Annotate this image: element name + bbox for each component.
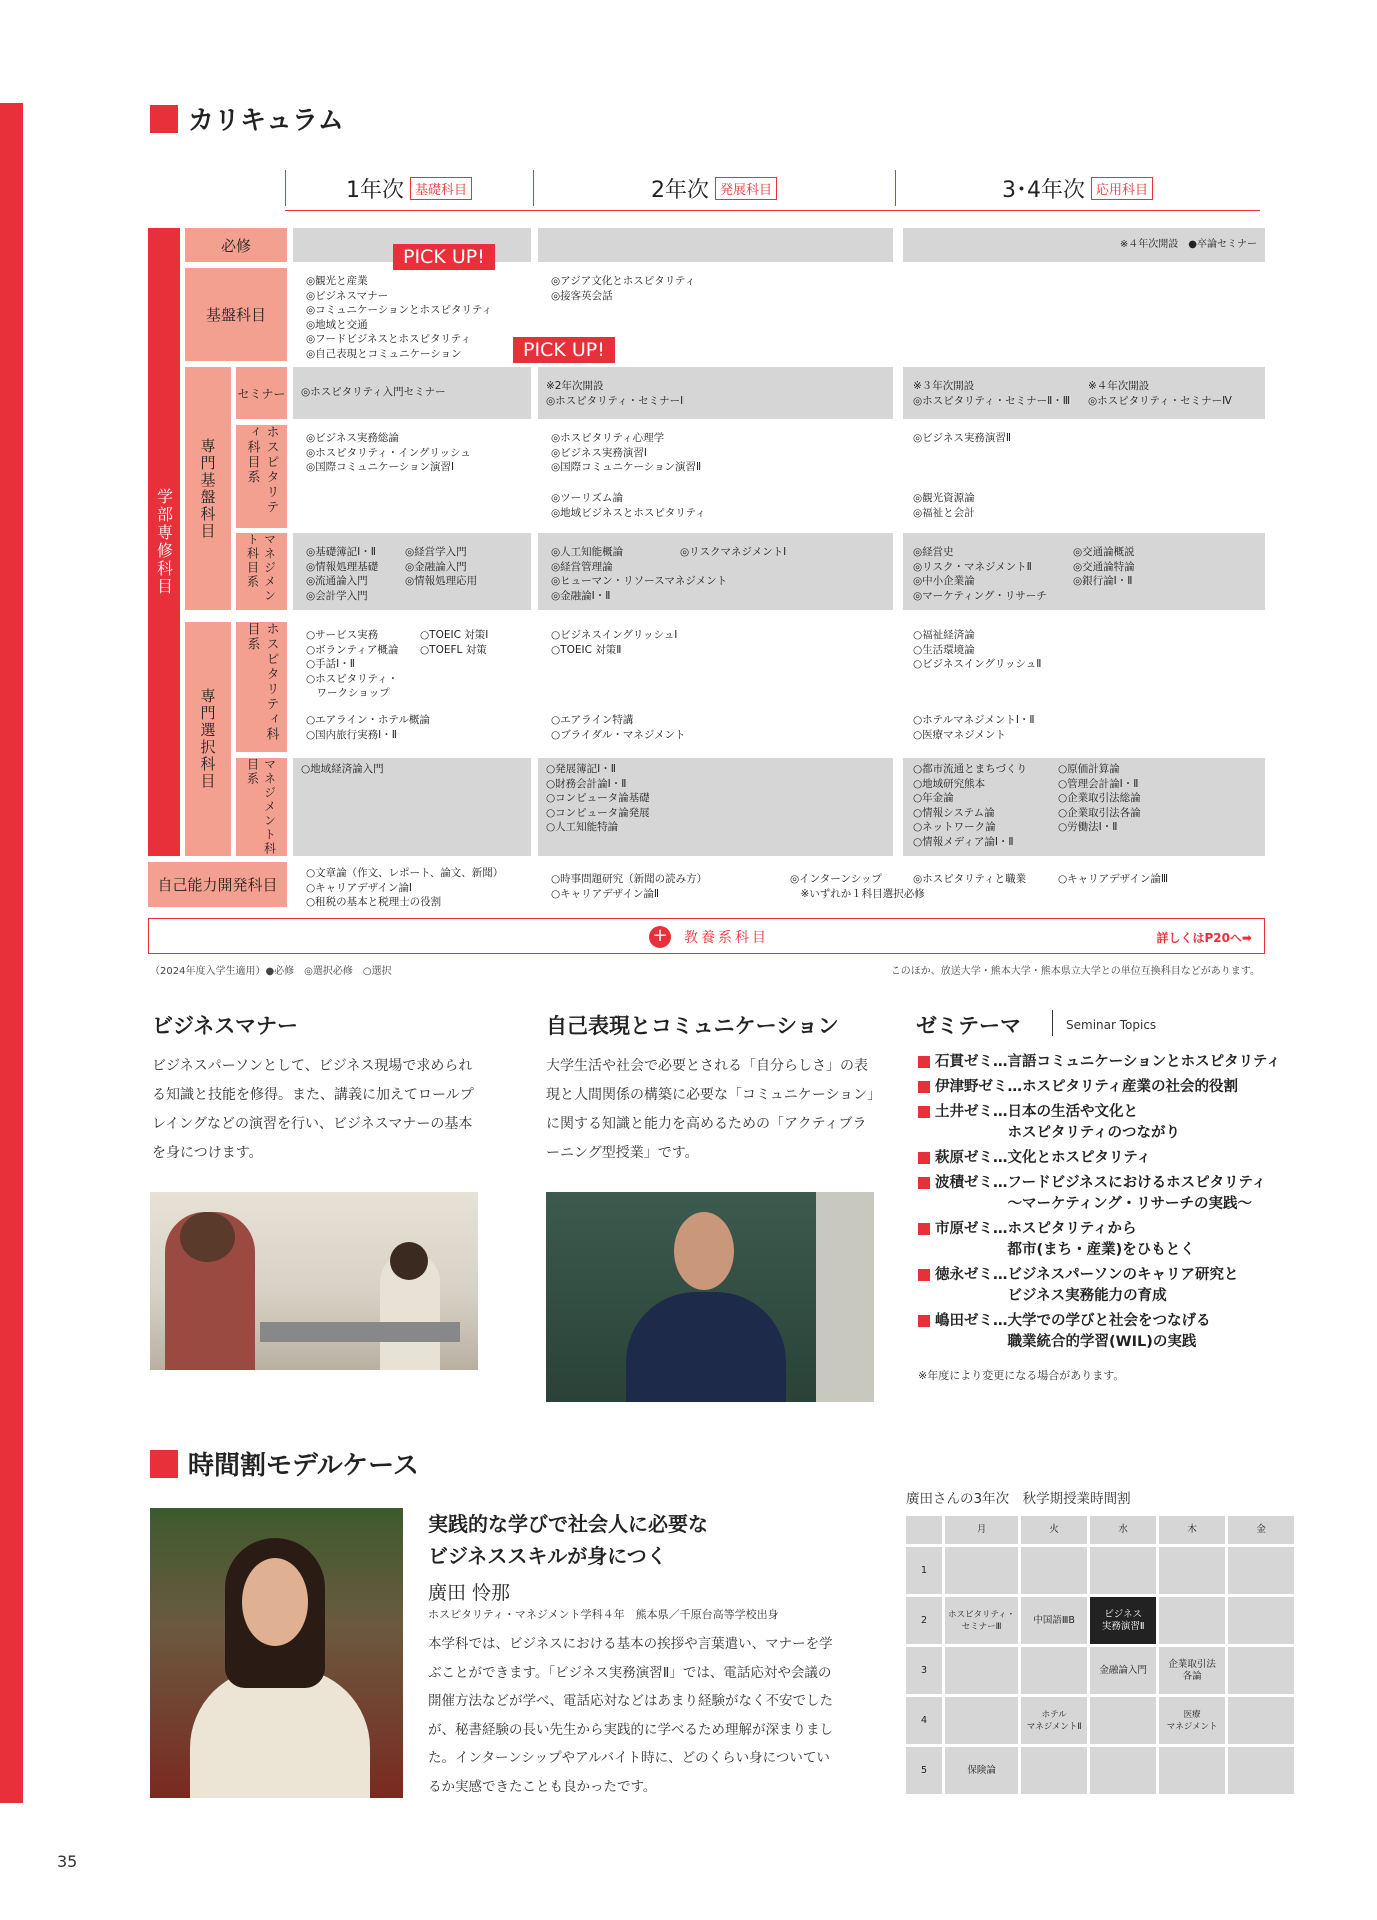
student-name: 廣田 怜那	[428, 1582, 511, 1604]
class-cell	[1090, 1697, 1156, 1744]
year-label: 1年次	[345, 177, 404, 203]
kh-y3a: ◎ビジネス実務演習Ⅱ	[913, 432, 1012, 444]
kiban-y2: ◎アジア文化とホスピタリティ ◎接客英会話	[551, 275, 696, 302]
seminar-item: 石貫ゼミ… 言語コミュニケーションとホスピタリティ	[918, 1052, 1278, 1073]
year-2-header	[533, 168, 895, 208]
sm-y3b: ○原価計算論 ○管理会計論Ⅰ・Ⅱ ○企業取引法総論 ○企業取引法各論 ○労働法Ⅰ・Ⅱ	[1058, 763, 1141, 833]
sh-y2b: ○エアライン特講 ○ブライダル・マネジメント	[551, 714, 686, 741]
student-headline: 実践的な学びで社会人に必要な ビジネススキルが身につく	[428, 1512, 708, 1568]
jk-y3b: ○キャリアデザイン論Ⅲ	[1058, 873, 1169, 885]
seminar-item: 徳永ゼミ… ビジネスパーソンのキャリア研究と ビジネス実務能力の育成	[918, 1265, 1278, 1307]
class-cell	[1021, 1647, 1087, 1694]
class-cell	[1021, 1547, 1087, 1594]
km-y1a: ◎基礎簿記Ⅰ・Ⅱ ◎情報処理基礎 ◎流通論入門 ◎会計学入門	[306, 546, 379, 602]
class-cell	[1228, 1747, 1294, 1794]
kh-y1: ◎ビジネス実務総論 ◎ホスピタリティ・イングリッシュ ◎国際コミュニケーション演習Ⅰ	[306, 432, 471, 473]
day-header: 金	[1228, 1516, 1294, 1544]
class-cell	[1228, 1697, 1294, 1744]
class-cell	[945, 1547, 1018, 1594]
jiko-title: 自己表現とコミュニケーション	[546, 1014, 839, 1038]
sm-y3a: ○都市流通とまちづくり ○地域研究熊本 ○年金論 ○情報システム論 ○ネットワーク論 ○情報メディア論Ⅰ・Ⅱ	[913, 763, 1028, 848]
plus-icon: +	[649, 926, 671, 948]
kh-y2a: ◎ホスピタリティ心理学 ◎ビジネス実務演習Ⅰ ◎国際コミュニケーション演習Ⅱ	[551, 432, 702, 473]
km-y3a: ◎経営史 ◎リスク・マネジメントⅡ ◎中小企業論 ◎マーケティング・リサーチ	[913, 546, 1047, 602]
pickup-badge-2: PICK UP!	[513, 337, 615, 363]
kh-y2b: ◎ツーリズム論 ◎地域ビジネスとホスピタリティ	[551, 492, 706, 519]
class-cell: 医療 マネジメント	[1159, 1697, 1225, 1744]
class-cell	[1090, 1547, 1156, 1594]
class-cell: 中国語ⅢB	[1021, 1597, 1087, 1644]
seminar-item: 伊津野ゼミ… ホスピタリティ産業の社会的役割	[918, 1077, 1278, 1098]
period-cell: 4	[906, 1697, 942, 1744]
timetable-header-row	[906, 1516, 1294, 1544]
jiko-photo	[546, 1192, 874, 1402]
manner-body: ビジネスパーソンとして、ビジネス現場で求められる知識と技能を修得。また、講義に加えてロールプレイングなどの演習を行い、ビジネスマナーの基本を身につけます。	[152, 1058, 474, 1161]
jk-y2a: ○時事問題研究（新聞の読み方） ○キャリアデザイン論Ⅱ	[551, 873, 708, 900]
year-tag: 基礎科目	[410, 177, 472, 200]
seminar-list	[918, 1052, 1281, 1353]
km-y1b: ◎経営学入門 ◎金融論入門 ◎情報処理応用	[405, 546, 478, 587]
heading-square-icon	[150, 105, 178, 133]
class-cell	[945, 1647, 1018, 1694]
timetable-title: 廣田さんの3年次 秋学期授業時間割	[906, 1491, 1131, 1507]
sh-y1c: ○エアライン・ホテル概論 ○国内旅行実務Ⅰ・Ⅱ	[306, 714, 430, 741]
day-header: 水	[1090, 1516, 1156, 1544]
section-title: 時間割モデルケース	[188, 1451, 419, 1481]
year-label: 3･4年次	[1001, 177, 1085, 203]
page-number: 35	[57, 1852, 78, 1871]
student-dept: ホスピタリティ・マネジメント学科４年 熊本県／千原台高等学校出身	[428, 1608, 779, 1621]
seminar-note: ※年度により変更になる場合があります。	[918, 1369, 1125, 1382]
day-header: 月	[945, 1516, 1018, 1544]
timetable-heading	[150, 1445, 419, 1482]
table-row	[906, 1747, 1294, 1794]
timetable	[903, 1513, 1297, 1797]
class-cell	[1090, 1747, 1156, 1794]
seminar-item: 波積ゼミ… フードビジネスにおけるホスピタリティ ～マーケティング・リサーチの実践～	[918, 1173, 1278, 1215]
sh-y3b: ○ホテルマネジメントⅠ・Ⅱ ○医療マネジメント	[913, 714, 1035, 741]
management-label-2: マネジメント科目系	[236, 758, 287, 856]
table-row	[906, 1547, 1294, 1594]
class-cell	[1159, 1597, 1225, 1644]
manner-photo	[150, 1192, 478, 1370]
seminar-label: セミナー	[236, 367, 287, 419]
class-cell: ホスピタリティ・ セミナーⅢ	[945, 1597, 1018, 1644]
student-photo	[150, 1508, 403, 1798]
side-accent-bar	[0, 103, 23, 1803]
sm-y2: ○発展簿記Ⅰ・Ⅱ ○財務会計論Ⅰ・Ⅱ ○コンピュータ論基礎 ○コンピュータ論発展 ○人工知能特論	[538, 758, 893, 856]
management-label: マネジメント科目系	[236, 533, 287, 610]
senmon-sentaku-label: 専門選択科目	[185, 622, 231, 856]
kh-y3b: ◎観光資源論 ◎福祉と会計	[913, 492, 975, 519]
kyoyo-label: 教養系科目	[684, 930, 769, 946]
kyoyo-bar[interactable]	[148, 918, 1265, 954]
period-cell: 1	[906, 1547, 942, 1594]
sm-y1: ○地域経済論入門	[293, 758, 531, 856]
year-label: 2年次	[650, 177, 709, 203]
jiko-body: 大学生活や社会で必要とされる「自分らしさ」の表現と人間関係の構築に必要な「コミュニケーション」に関する知識と能力を高めるための「アクティブラーニング型授業」です。	[546, 1058, 875, 1161]
manner-title: ビジネスマナー	[152, 1014, 298, 1038]
hissyu-y3: ※４年次開設 ●卒論セミナー	[903, 228, 1265, 262]
year-tag: 発展科目	[715, 177, 777, 200]
sem-y3b: ※４年次開設 ◎ホスピタリティ・セミナーⅣ	[1088, 380, 1232, 407]
class-cell	[1021, 1747, 1087, 1794]
jiko-label: 自己能力開発科目	[148, 862, 287, 907]
period-cell: 5	[906, 1747, 942, 1794]
class-cell	[1228, 1647, 1294, 1694]
jk-y2b: ◎インターンシップ ※いずれか１科目選択必修	[790, 873, 925, 900]
day-header: 火	[1021, 1516, 1087, 1544]
hissyu-y2	[538, 228, 893, 262]
year-tag: 応用科目	[1091, 177, 1153, 200]
kyoyo-link[interactable]: 詳しくはP20へ➡	[1156, 931, 1252, 945]
sh-y1a: ○サービス実務 ○ボランティア概論 ○手話Ⅰ・Ⅱ ○ホスピタリティ・ ワークショップ	[306, 629, 399, 699]
class-cell	[1159, 1547, 1225, 1594]
seminar-item: 萩原ゼミ… 文化とホスピタリティ	[918, 1148, 1278, 1169]
sh-y1b: ○TOEIC 対策Ⅰ ○TOEFL 対策	[420, 629, 489, 656]
class-cell: 企業取引法 各論	[1159, 1647, 1225, 1694]
seminar-item: 市原ゼミ… ホスピタリティから 都市(まち・産業)をひもとく	[918, 1219, 1278, 1261]
legend: （2024年度入学生適用）●必修 ◎選択必修 ○選択	[150, 966, 392, 977]
sem-y3a: ※３年次開設 ◎ホスピタリティ・セミナーⅡ・Ⅲ	[913, 380, 1071, 407]
sh-y3a: ○福祉経済論 ○生活環境論 ○ビジネスイングリッシュⅡ	[913, 629, 1042, 670]
hissyu-label: 必修	[185, 228, 287, 262]
period-cell: 3	[906, 1647, 942, 1694]
km-y2a: ◎人工知能概論 ◎経営管理論 ◎ヒューマン・リソースマネジメント ◎金融論Ⅰ・Ⅱ	[551, 546, 728, 602]
seminar-subtitle: Seminar Topics	[1066, 1018, 1157, 1032]
note: このほか、放送大学・熊本大学・熊本県立大学との単位互換科目などがあります。	[890, 966, 1260, 977]
seminar-item: 土井ゼミ… 日本の生活や文化と ホスピタリティのつながり	[918, 1102, 1278, 1144]
sem-y1: ◎ホスピタリティ入門セミナー	[293, 367, 531, 419]
class-cell: 金融論入門	[1090, 1647, 1156, 1694]
section-title: カリキュラム	[188, 106, 344, 136]
class-cell-highlight: ビジネス 実務演習Ⅱ	[1090, 1597, 1156, 1644]
km-y3b: ◎交通論概説 ◎交通論特論 ◎銀行論Ⅰ・Ⅱ	[1073, 546, 1135, 587]
table-row	[906, 1697, 1294, 1744]
heading-square-icon	[150, 1450, 178, 1478]
senmon-kiban-label: 専門基盤科目	[185, 367, 231, 610]
seminar-title: ゼミテーマ	[916, 1014, 1021, 1038]
table-row	[906, 1597, 1294, 1644]
gakubu-label: 学部専修科目	[148, 228, 180, 856]
class-cell	[1159, 1747, 1225, 1794]
sem-y2: ※2年次開設 ◎ホスピタリティ・セミナーⅠ	[538, 367, 893, 419]
student-body: 本学科では、ビジネスにおける基本の挨拶や言葉遣い、マナーを学ぶことができます。「ビジネス実務演習Ⅱ」では、電話応対や会議の開催方法などが学べ、電話応対などはあまり経験がなく不安でしたが、秘書経験の長い先生から実践的に学べるため理解が深まりました。インターンシップやアルバイト時に、どのくらい身についているか実感できたことも良かったです。	[428, 1636, 833, 1795]
curriculum-heading	[150, 100, 344, 137]
day-header: 木	[1159, 1516, 1225, 1544]
period-cell: 2	[906, 1597, 942, 1644]
hospitality-label: ホスピタリティ科目系	[236, 425, 287, 528]
hospitality-label-2: ホスピタリティ科目系	[236, 622, 287, 752]
class-cell: 保険論	[945, 1747, 1018, 1794]
kiban-label: 基盤科目	[185, 268, 287, 361]
year-3-header	[895, 168, 1260, 208]
jk-y1: ○文章論（作文、レポート、論文、新聞） ○キャリアデザイン論Ⅰ ○租税の基本と税理士の役割	[306, 867, 504, 908]
class-cell	[945, 1697, 1018, 1744]
jk-y3a: ◎ホスピタリティと職業	[913, 873, 1027, 885]
table-row	[906, 1647, 1294, 1694]
sh-y2a: ○ビジネスイングリッシュⅠ ○TOEIC 対策Ⅱ	[551, 629, 678, 656]
seminar-item: 嶋田ゼミ… 大学での学びと社会をつなげる 職業統合的学習(WIL)の実践	[918, 1311, 1278, 1353]
class-cell	[1228, 1597, 1294, 1644]
class-cell	[1228, 1547, 1294, 1594]
year-1-header	[285, 168, 533, 208]
class-cell: ホテル マネジメントⅡ	[1021, 1697, 1087, 1744]
kiban-y1: ◎観光と産業 ◎ビジネスマナー ◎コミュニケーションとホスピタリティ ◎地域と交通 ◎フードビジネスとホスピタリティ ◎自己表現とコミュニケーション	[306, 275, 492, 360]
pickup-badge-1: PICK UP!	[393, 244, 495, 270]
km-y2b: ◎リスクマネジメントⅠ	[680, 546, 787, 558]
